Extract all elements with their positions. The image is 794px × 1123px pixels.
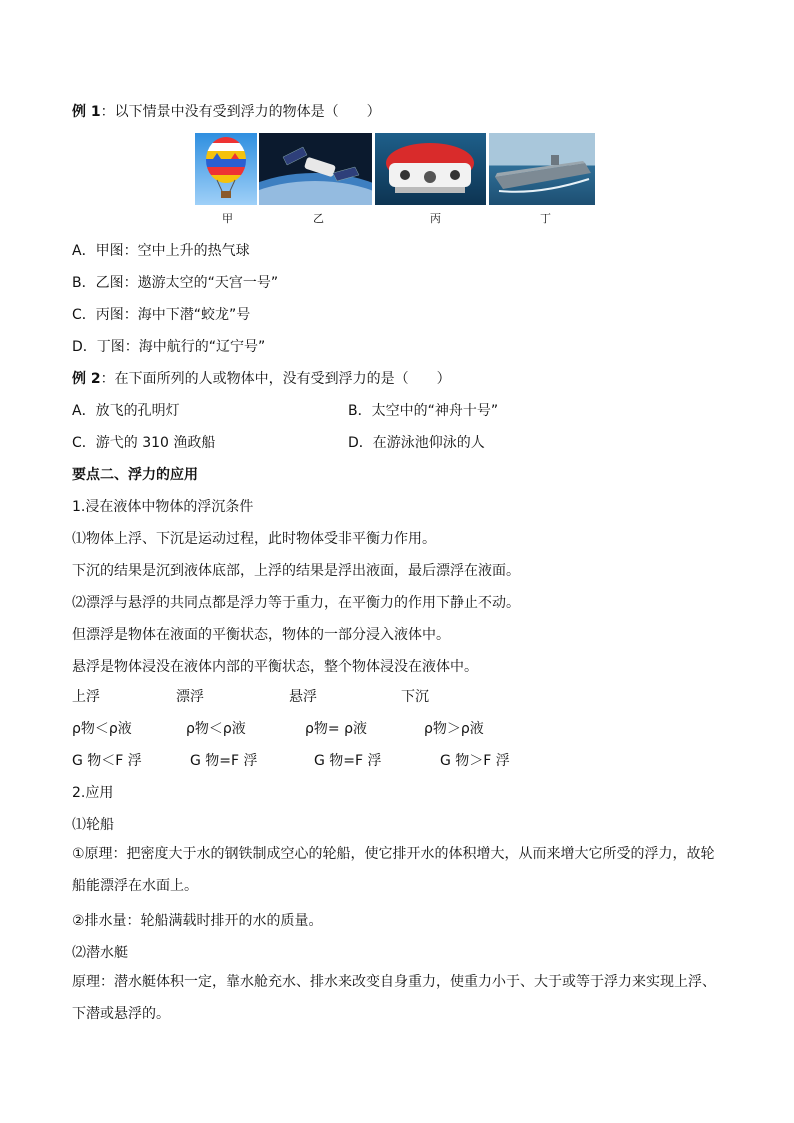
figure-caption-bing: 丙 xyxy=(430,212,441,225)
example-1-option-b: B．乙图：遨游太空的“天宫一号” xyxy=(72,275,279,291)
example-1-option-d: D．丁图：海中航行的“辽宁号” xyxy=(72,339,266,355)
example-1-question xyxy=(72,102,381,122)
example-2-option-c: C．游弋的 310 渔政船 xyxy=(72,435,216,451)
paragraph-5: 悬浮是物体浸没在液体内部的平衡状态，整个物体浸没在液体中。 xyxy=(72,659,478,675)
paragraph-4: 但漂浮是物体在液面的平衡状态，物体的一部分浸入液体中。 xyxy=(72,627,450,643)
table-density-rise: ρ物＜ρ液 xyxy=(72,721,132,737)
example-2-option-b: B．太空中的“神舟十号” xyxy=(348,403,499,419)
table-density-sink: ρ物＞ρ液 xyxy=(424,721,484,737)
example-2-question xyxy=(72,369,451,389)
example-2-option-a: A．放飞的孔明灯 xyxy=(72,403,180,419)
section-heading: 要点二、浮力的应用 xyxy=(72,467,198,483)
table-header-float: 漂浮 xyxy=(176,689,204,705)
figure-caption-yi: 乙 xyxy=(313,212,324,225)
figure-caption-ding: 丁 xyxy=(540,212,551,225)
ship-principle: ①原理：把密度大于水的钢铁制成空心的轮船，使它排开水的体积增大，从而来增大它所受的浮力，故轮船能漂浮在水面上。 xyxy=(72,846,715,894)
table-header-sink: 下沉 xyxy=(401,689,429,705)
table-header-suspend: 悬浮 xyxy=(289,689,317,705)
paragraph-2: 下沉的结果是沉到液体底部，上浮的结果是浮出液面，最后漂浮在液面。 xyxy=(72,563,520,579)
table-density-suspend: ρ物= ρ液 xyxy=(305,721,367,737)
table-force-float: G 物=F 浮 xyxy=(190,753,258,769)
example-2-option-d: D．在游泳池仰泳的人 xyxy=(348,435,485,451)
example-1-label: 例 1 xyxy=(72,104,101,120)
hot-air-balloon-image xyxy=(195,133,257,205)
ship-displacement: ②排水量：轮船满载时排开的水的质量。 xyxy=(72,913,323,929)
example-1-text: ：以下情景中没有受到浮力的物体是（ ） xyxy=(100,104,381,120)
submersible-image xyxy=(375,133,486,205)
figure-row xyxy=(195,133,595,207)
submarine-title: ⑵潜水艇 xyxy=(72,945,128,961)
paragraph-3: ⑵漂浮与悬浮的共同点都是浮力等于重力，在平衡力的作用下静止不动。 xyxy=(72,595,520,611)
subsection-2-title: 2.应用 xyxy=(72,785,114,801)
table-header-rise: 上浮 xyxy=(72,689,100,705)
example-2-text: ：在下面所列的人或物体中，没有受到浮力的是（ ） xyxy=(100,371,451,387)
aircraft-carrier-image xyxy=(489,133,595,205)
figure-caption-jia: 甲 xyxy=(222,212,233,225)
submarine-principle: 原理：潜水艇体积一定，靠水舱充水、排水来改变自身重力，使重力小于、大于或等于浮力来实现上浮、下潜或悬浮的。 xyxy=(72,974,716,1022)
subsection-1-title: 1.浸在液体中物体的浮沉条件 xyxy=(72,499,254,515)
table-force-suspend: G 物=F 浮 xyxy=(314,753,382,769)
example-2-label: 例 2 xyxy=(72,371,101,387)
paragraph-1: ⑴物体上浮、下沉是运动过程，此时物体受非平衡力作用。 xyxy=(72,531,436,547)
example-1-option-c: C．丙图：海中下潜“蛟龙”号 xyxy=(72,307,251,323)
table-density-float: ρ物＜ρ液 xyxy=(186,721,246,737)
table-force-sink: G 物＞F 浮 xyxy=(440,753,510,769)
ship-title: ⑴轮船 xyxy=(72,817,114,833)
table-force-rise: G 物＜F 浮 xyxy=(72,753,142,769)
space-station-image xyxy=(259,133,372,205)
example-1-option-a: A．甲图：空中上升的热气球 xyxy=(72,243,250,259)
